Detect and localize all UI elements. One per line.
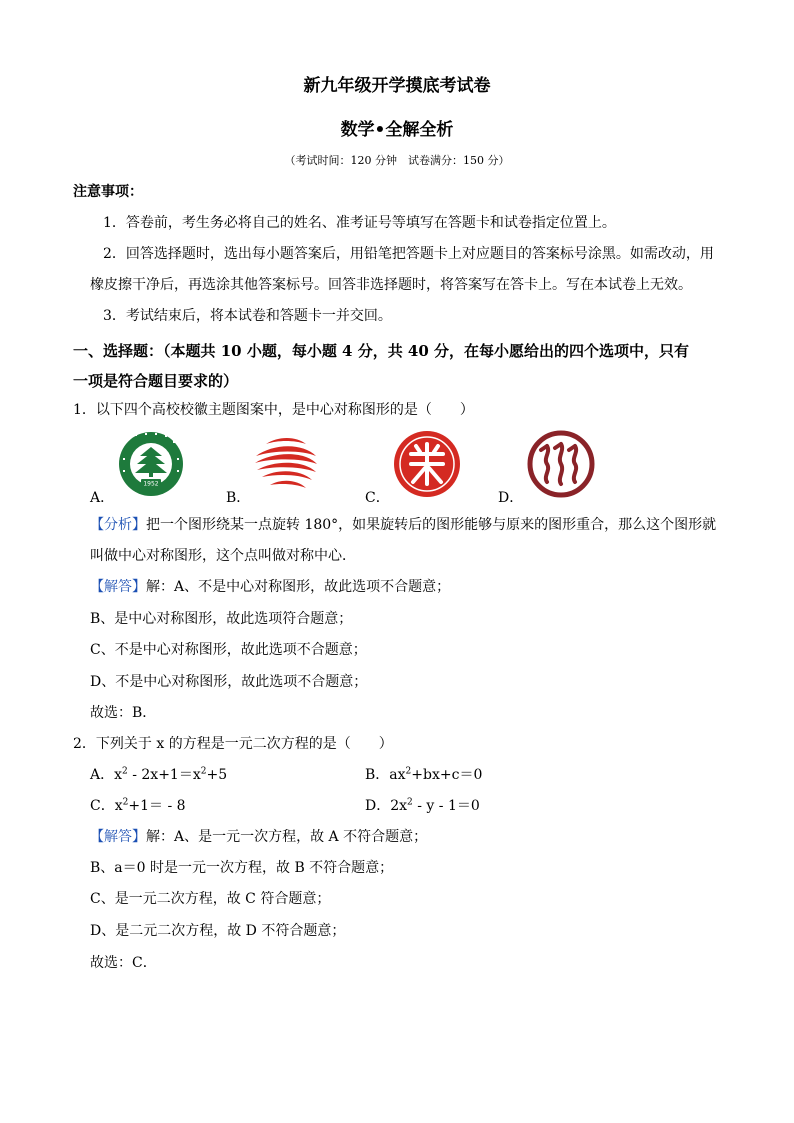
q1-analysis-line-1 [90, 516, 716, 534]
analysis-tag: 【分析】 [90, 517, 146, 533]
red-seal-logo [393, 430, 461, 498]
q2-option-c: C．$x^2+1= - 8$ [90, 797, 186, 814]
q2-option-d: D．$2x^2 - y - 1=0$ [365, 797, 480, 814]
exam-info: （考试时间：120 分钟 试卷满分：150 分） [284, 154, 510, 167]
analysis-text: 把一个图形绕某一点旋转 180°，如果旋转后的图形能够与原来的图形重合，那么这个图形就 [146, 517, 717, 533]
q2-option-a: A．$x^2 - 2x+1=x^2+5$ [90, 766, 228, 783]
forestry-university-logo [117, 430, 185, 498]
answer-tag: 【解答】 [90, 579, 146, 595]
q1-stem: 1．以下四个高校校徽主题图案中，是中心对称图形的是（ ） [73, 402, 474, 418]
answer-text: 解：A、不是中心对称图形，故此选项不合题意； [146, 579, 451, 595]
q2-answer-line-5: 故选：C． [90, 955, 157, 971]
q1-answer-line-4: D、不是中心对称图形，故此选项不合题意； [90, 674, 368, 690]
q1-answer-line-5: 故选：B． [90, 705, 157, 721]
q1-analysis-line-2: 叫做中心对称图形，这个点叫做对称中心． [90, 548, 356, 564]
answer-tag: 【解答】 [90, 829, 146, 845]
q1-option-c-label: C． [365, 490, 390, 506]
section-heading: 一、选择题：（本题共 10 小题，每小题 4 分，共 40 分，在每小愿给出的四个选项中，只有 [73, 342, 690, 360]
q2-answer-line-3: C、是一元二次方程，故 C 符合题意； [90, 891, 331, 907]
notes-item-2-cont: 橡皮擦干净后，再选涂其他答案标号。回答非选择题时，将答案写在答卡上。写在本试卷上无效。 [90, 277, 692, 293]
q2-answer-line-2: B、a＝0 时是一元一次方程，故 B 不符合题意； [90, 860, 394, 876]
q1-answer-line-1 [90, 578, 450, 596]
section-heading-cont: 一项是符合题目要求的） [73, 372, 239, 390]
notes-heading: 注意事项： [73, 184, 143, 200]
q2-answer-line-1 [90, 828, 427, 846]
page-title: 新九年级开学摸底考试卷 [303, 76, 491, 96]
logo-year: 1952 [143, 480, 159, 488]
page-subtitle: 数学•全解全析 [340, 120, 454, 140]
notes-item-3: 3．考试结束后，将本试卷和答题卡一并交回。 [103, 308, 392, 324]
red-swirl-logo [252, 430, 320, 498]
q1-answer-line-3: C、不是中心对称图形，故此选项不合题意； [90, 642, 367, 658]
answer-text: 解：A、是一元一次方程，故 A 不符合题意； [146, 829, 428, 845]
maroon-wave-logo [527, 430, 595, 498]
q2-stem: 2．下列关于 x 的方程是一元二次方程的是（ ） [73, 736, 393, 752]
q1-option-d-label: D． [498, 490, 524, 506]
q1-option-b-label: B． [226, 490, 251, 506]
q2-option-b: B．$ax^2+bx+c=0$ [365, 766, 483, 783]
q1-option-a-label: A． [90, 490, 115, 506]
notes-item-2: 2．回答选择题时，选出每小题答案后，用铅笔把答题卡上对应题目的答案标号涂黑。如需改动，用 [103, 246, 714, 262]
notes-item-1: 1．答卷前，考生务必将自己的姓名、准考证号等填写在答题卡和试卷指定位置上。 [103, 215, 616, 231]
q2-answer-line-4: D、是二元二次方程，故 D 不符合题意； [90, 923, 346, 939]
q1-answer-line-2: B、是中心对称图形，故此选项符合题意； [90, 611, 353, 627]
